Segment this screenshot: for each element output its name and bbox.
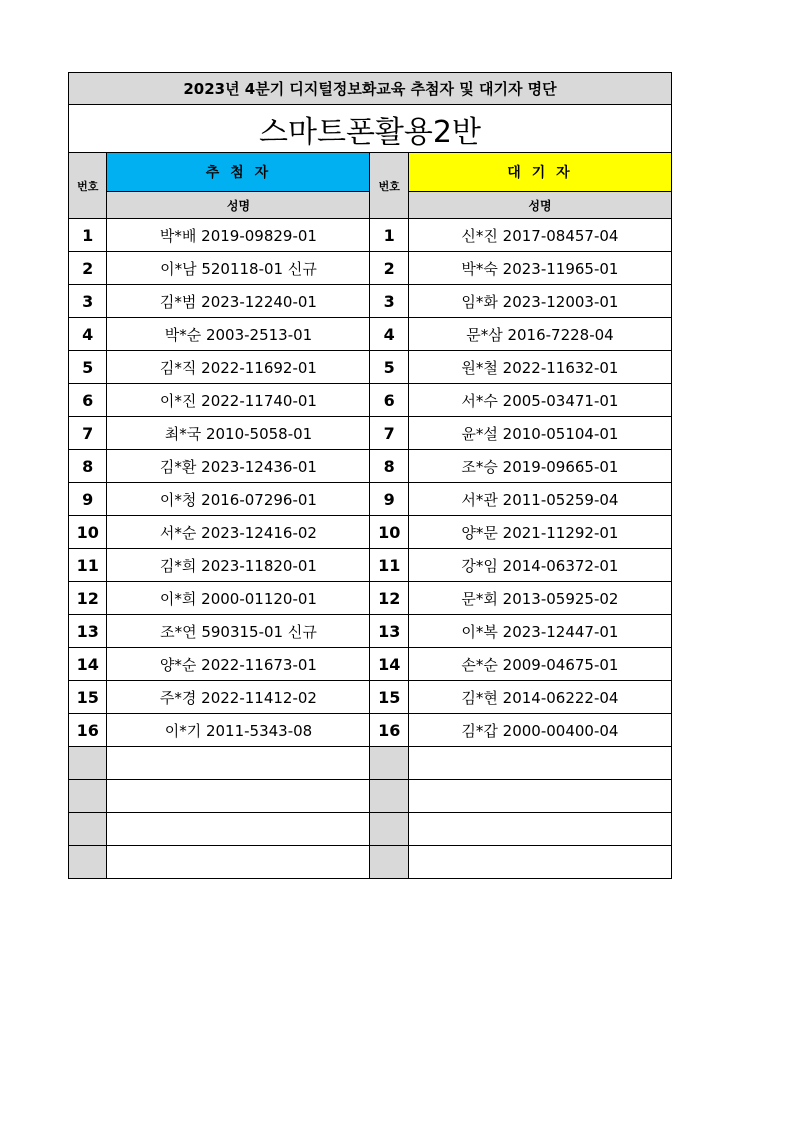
winner-number: 6	[69, 384, 107, 417]
winner-name: 주*경 2022-11412-02	[107, 681, 370, 714]
winner-name: 박*순 2003-2513-01	[107, 318, 370, 351]
winner-name: 이*청 2016-07296-01	[107, 483, 370, 516]
winner-name: 이*진 2022-11740-01	[107, 384, 370, 417]
winner-number: 9	[69, 483, 107, 516]
table-row	[69, 285, 672, 318]
waiting-number: 8	[370, 450, 408, 483]
table-row	[69, 615, 672, 648]
winner-name: 최*국 2010-5058-01	[107, 417, 370, 450]
waiting-number-header: 번호	[370, 153, 408, 219]
empty-cell	[107, 780, 370, 813]
winner-name-header: 성명	[107, 192, 370, 219]
empty-cell	[408, 813, 671, 846]
winner-number: 2	[69, 252, 107, 285]
empty-cell	[370, 747, 408, 780]
winner-number: 16	[69, 714, 107, 747]
table-row	[69, 417, 672, 450]
waiting-number: 3	[370, 285, 408, 318]
waiting-number: 5	[370, 351, 408, 384]
table-row	[69, 714, 672, 747]
waiting-number: 10	[370, 516, 408, 549]
empty-row	[69, 780, 672, 813]
waiting-name: 문*회 2013-05925-02	[408, 582, 671, 615]
empty-cell	[370, 780, 408, 813]
waiting-name: 원*철 2022-11632-01	[408, 351, 671, 384]
empty-cell	[370, 846, 408, 879]
table-row	[69, 582, 672, 615]
waiting-number: 14	[370, 648, 408, 681]
winner-name: 이*희 2000-01120-01	[107, 582, 370, 615]
table-row	[69, 384, 672, 417]
waiting-name: 김*현 2014-06222-04	[408, 681, 671, 714]
empty-cell	[370, 813, 408, 846]
empty-cell	[408, 747, 671, 780]
winner-name: 김*환 2023-12436-01	[107, 450, 370, 483]
winner-number: 15	[69, 681, 107, 714]
table-row	[69, 252, 672, 285]
waiting-name-header: 성명	[408, 192, 671, 219]
waiting-number: 9	[370, 483, 408, 516]
table-row	[69, 318, 672, 351]
class-title: 스마트폰활용2반	[69, 105, 672, 153]
waiting-name: 박*숙 2023-11965-01	[408, 252, 671, 285]
empty-cell	[69, 846, 107, 879]
winner-name: 김*범 2023-12240-01	[107, 285, 370, 318]
empty-cell	[408, 780, 671, 813]
winner-name: 이*기 2011-5343-08	[107, 714, 370, 747]
empty-cell	[107, 846, 370, 879]
winner-name: 박*배 2019-09829-01	[107, 219, 370, 252]
empty-cell	[408, 846, 671, 879]
empty-row	[69, 747, 672, 780]
table-row	[69, 648, 672, 681]
winner-name: 서*순 2023-12416-02	[107, 516, 370, 549]
empty-cell	[69, 813, 107, 846]
empty-row	[69, 846, 672, 879]
waiting-name: 서*관 2011-05259-04	[408, 483, 671, 516]
waiting-name: 양*문 2021-11292-01	[408, 516, 671, 549]
empty-cell	[69, 780, 107, 813]
winner-name: 김*희 2023-11820-01	[107, 549, 370, 582]
waiting-number: 11	[370, 549, 408, 582]
empty-row	[69, 813, 672, 846]
table-row	[69, 450, 672, 483]
table-row	[69, 516, 672, 549]
winner-number: 7	[69, 417, 107, 450]
waiting-number: 13	[370, 615, 408, 648]
winner-number: 11	[69, 549, 107, 582]
waiting-number: 16	[370, 714, 408, 747]
winner-name: 이*남 520118-01 신규	[107, 252, 370, 285]
waiting-name: 조*승 2019-09665-01	[408, 450, 671, 483]
waiting-name: 문*삼 2016-7228-04	[408, 318, 671, 351]
winner-number: 14	[69, 648, 107, 681]
winner-number: 10	[69, 516, 107, 549]
empty-cell	[107, 747, 370, 780]
winner-number-header: 번호	[69, 153, 107, 219]
winners-header: 추 첨 자	[107, 153, 370, 192]
winner-name: 조*연 590315-01 신규	[107, 615, 370, 648]
winner-number: 13	[69, 615, 107, 648]
waiting-name: 임*화 2023-12003-01	[408, 285, 671, 318]
waiting-number: 6	[370, 384, 408, 417]
empty-cell	[69, 747, 107, 780]
waiting-number: 15	[370, 681, 408, 714]
waiting-name: 강*임 2014-06372-01	[408, 549, 671, 582]
table-row	[69, 681, 672, 714]
banner-title: 2023년 4분기 디지털정보화교육 추첨자 및 대기자 명단	[69, 73, 672, 105]
waiting-name: 신*진 2017-08457-04	[408, 219, 671, 252]
winner-number: 4	[69, 318, 107, 351]
table-row	[69, 219, 672, 252]
winner-number: 3	[69, 285, 107, 318]
waiting-number: 2	[370, 252, 408, 285]
roster-table	[68, 72, 672, 879]
waiting-number: 4	[370, 318, 408, 351]
winner-number: 8	[69, 450, 107, 483]
waiting-number: 1	[370, 219, 408, 252]
table-row	[69, 549, 672, 582]
empty-cell	[107, 813, 370, 846]
table-row	[69, 483, 672, 516]
winner-number: 5	[69, 351, 107, 384]
waiting-name: 손*순 2009-04675-01	[408, 648, 671, 681]
table-row	[69, 351, 672, 384]
waiting-header: 대 기 자	[408, 153, 671, 192]
waiting-name: 이*복 2023-12447-01	[408, 615, 671, 648]
waiting-name: 서*수 2005-03471-01	[408, 384, 671, 417]
winner-name: 양*순 2022-11673-01	[107, 648, 370, 681]
waiting-name: 윤*설 2010-05104-01	[408, 417, 671, 450]
winner-name: 김*직 2022-11692-01	[107, 351, 370, 384]
waiting-number: 7	[370, 417, 408, 450]
waiting-number: 12	[370, 582, 408, 615]
winner-number: 12	[69, 582, 107, 615]
waiting-name: 김*갑 2000-00400-04	[408, 714, 671, 747]
winner-number: 1	[69, 219, 107, 252]
